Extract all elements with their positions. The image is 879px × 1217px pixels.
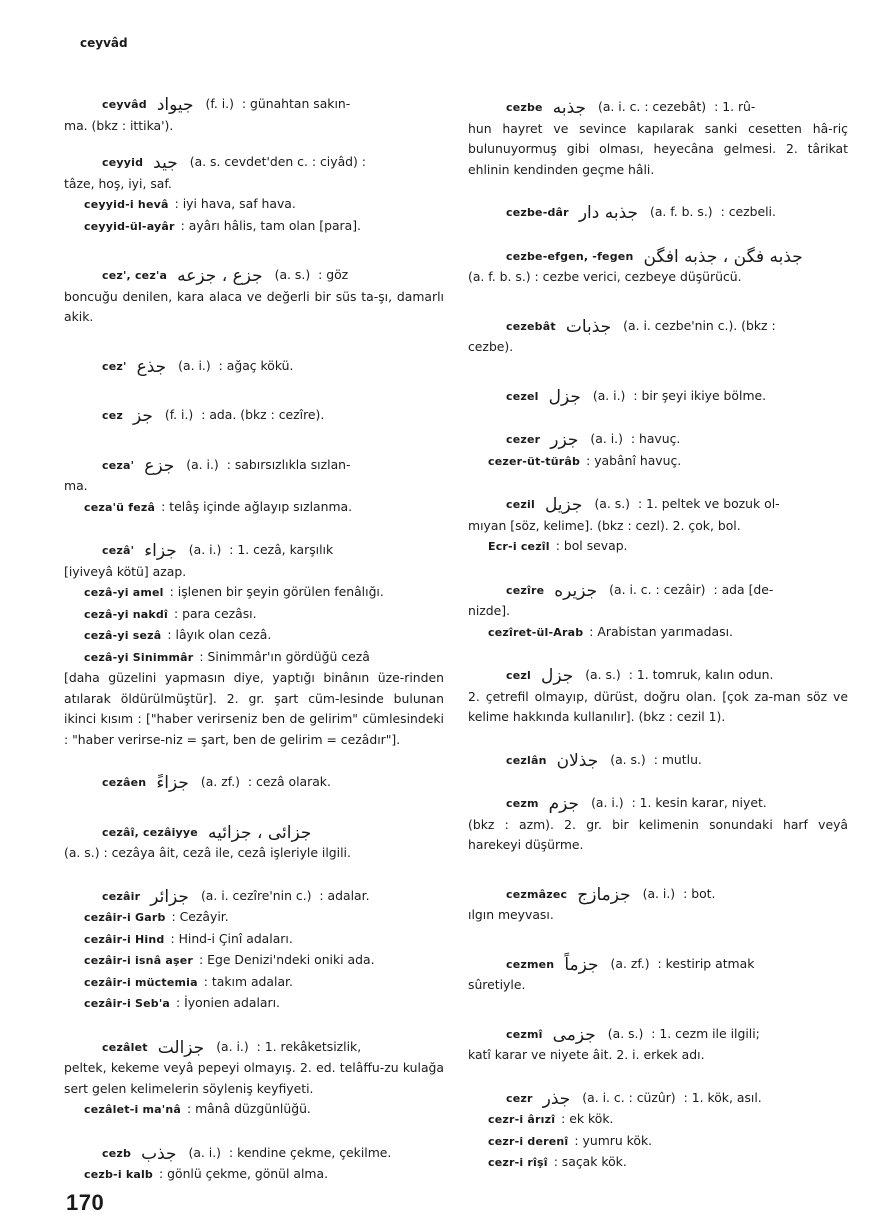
sub-entry	[64, 582, 444, 604]
entry-lemma: cezer-üt-türâb	[488, 454, 581, 468]
entry-definition: : yabânî havuç.	[586, 452, 682, 468]
entry-grammar: (a. s. cevdet'den c. : ciyâd) :	[189, 154, 366, 169]
dictionary-entry	[468, 884, 848, 926]
entry-definition: : Cezâyir.	[171, 909, 229, 924]
entry-grammar: (a. i. cezîre'nin c.)	[200, 887, 312, 903]
entry-definition: : 1. peltek ve bozuk ol-	[637, 496, 780, 511]
entry-definition: : takım adalar.	[203, 973, 293, 989]
dictionary-entry	[468, 1024, 848, 1066]
entry-lemma: cez'	[102, 359, 127, 373]
entry-head-line	[64, 604, 444, 626]
entry-head-line	[468, 1024, 848, 1046]
entry-definition: : 1. kök, asıl.	[683, 1089, 762, 1105]
entry-definition: : bot.	[683, 885, 716, 901]
dictionary-entry	[64, 540, 444, 582]
dictionary-entry	[468, 665, 848, 728]
entry-head-line	[468, 246, 848, 268]
entry-arabic-script: جيد	[153, 153, 178, 173]
entry-grammar: (a. zf.)	[610, 955, 650, 971]
entry-head-line	[64, 1143, 444, 1165]
dictionary-entry	[64, 1143, 444, 1165]
entry-arabic-script: جزائر	[150, 886, 189, 907]
entry-continuation: cezbe).	[468, 339, 514, 354]
entry-head-line	[64, 152, 444, 174]
entry-lemma: cezbe	[506, 101, 543, 114]
sub-entry	[64, 993, 444, 1015]
entry-head-line	[64, 1164, 444, 1186]
entry-lemma: cezer	[506, 433, 541, 446]
dictionary-entry	[468, 246, 848, 288]
sub-entry	[468, 622, 848, 644]
dictionary-entry	[468, 97, 848, 180]
entry-definition: : bir şeyi ikiye bölme.	[633, 387, 767, 403]
entry-grammar: (a. i. cezbe'nin c.). (bkz :	[623, 317, 776, 333]
dictionary-entry	[64, 405, 444, 427]
entry-lemma: cezebât	[506, 319, 556, 333]
entry-grammar: (f. i.)	[205, 96, 234, 111]
entry-definition: : 1. cezm ile ilgili;	[651, 1025, 760, 1041]
entry-grammar: (a. i.)	[592, 387, 626, 403]
entry-lemma: cezâir	[102, 889, 141, 903]
entry-head-line	[468, 954, 848, 976]
entry-grammar: (a. i.)	[188, 1144, 222, 1160]
entry-head-line	[468, 884, 848, 906]
dictionary-entry	[64, 1037, 444, 1100]
entry-lemma: cez	[102, 409, 123, 422]
entry-lemma: cezel	[506, 389, 539, 403]
entry-head-line	[468, 1152, 848, 1174]
entry-arabic-script: جز	[132, 406, 153, 426]
entry-definition: : lâyık olan cezâ.	[167, 627, 272, 642]
entry-continuation: ma. (bkz : ittika').	[64, 117, 174, 133]
dictionary-entry	[468, 386, 848, 408]
entry-definition: : adalar.	[319, 887, 370, 903]
sub-entry	[64, 216, 444, 238]
entry-definition: : ağaç kökü.	[218, 357, 294, 373]
entry-definition: : Arabistan yarımadası.	[589, 623, 733, 639]
entry-grammar: (a. f. b. s.)	[650, 204, 713, 219]
entry-lemma: cezil	[506, 498, 535, 511]
entry-grammar: (a. i. c. : cüzûr)	[582, 1089, 676, 1105]
entry-head-line	[468, 536, 848, 558]
entry-head-line	[64, 1037, 444, 1059]
entry-continuation: tâze, hoş, iyi, saf.	[64, 175, 172, 191]
sub-entry	[64, 604, 444, 626]
entry-head-line	[64, 540, 444, 562]
entry-arabic-script: جذلان	[556, 750, 599, 771]
entry-arabic-script: جزم	[548, 794, 580, 814]
entry-head-line	[468, 386, 848, 408]
entry-arabic-script: جزع ، جزعه	[177, 266, 263, 286]
entry-lemma: ceyyid-ül-ayâr	[84, 219, 175, 233]
entry-grammar: (a. s.)	[610, 751, 646, 767]
entry-arabic-script: جزماً	[564, 954, 599, 975]
dictionary-entry	[468, 202, 848, 224]
entry-lemma: cezâ-yi sezâ	[84, 629, 162, 642]
entry-head-line	[468, 97, 848, 119]
entry-lemma: cezb	[102, 1146, 132, 1160]
entry-continuation: katî karar ve niyete âit. 2. i. erkek adı.	[468, 1047, 705, 1062]
entry-continuation: nizde].	[468, 603, 511, 618]
dictionary-entry	[64, 94, 444, 136]
entry-arabic-script: جزمى	[552, 1024, 596, 1045]
entry-definition: : para cezâsı.	[173, 605, 257, 621]
entry-arabic-script: جزائى ، جزائيه	[207, 822, 312, 843]
entry-continuation: (bkz : azm). 2. gr. bir kelimenin sonundaki harf veyâ harekeyi düşürme.	[468, 816, 848, 852]
entry-head-line	[468, 793, 848, 815]
entry-head-line	[468, 316, 848, 338]
entry-lemma: cezîret-ül-Arab	[488, 625, 584, 639]
entry-head-line	[64, 1099, 444, 1121]
entry-definition: : göz	[318, 267, 349, 282]
dictionary-entry	[64, 356, 444, 378]
sub-entry	[64, 647, 444, 751]
sub-entry	[64, 1164, 444, 1186]
sub-entry	[468, 1131, 848, 1153]
entry-head-line	[468, 1088, 848, 1110]
entry-lemma: cezâir-i müctemia	[84, 975, 198, 989]
entry-lemma: cezm	[506, 797, 539, 810]
entry-grammar: (a. s.)	[585, 667, 621, 682]
entry-continuation: boncuğu denilen, kara alaca ve değerli bir süs ta-şı, damarlı akik.	[64, 288, 444, 324]
sub-entry	[64, 194, 444, 216]
entry-grammar: (a. i.)	[591, 795, 624, 810]
entry-lemma: cezbe-dâr	[506, 206, 569, 219]
entry-lemma: cez', cez'a	[102, 269, 168, 282]
entry-grammar: (a. i.)	[188, 542, 222, 557]
entry-head-line	[64, 194, 444, 216]
dictionary-entry	[64, 772, 444, 794]
entry-head-line	[64, 822, 444, 844]
entry-lemma: cezb-i kalb	[84, 1168, 154, 1181]
entry-grammar: (a. zf.)	[200, 774, 240, 789]
entry-continuation: mıyan [söz, kelime]. (bkz : cezl). 2. çok, bol.	[468, 517, 741, 533]
entry-head-line	[468, 494, 848, 516]
sub-entry	[468, 1152, 848, 1174]
entry-head-line	[468, 622, 848, 644]
entry-arabic-script: جذبات	[565, 316, 612, 337]
entry-definition: : ek kök.	[561, 1111, 614, 1126]
entry-lemma: cezâlet	[102, 1040, 148, 1054]
entry-grammar: (a. i.)	[186, 456, 219, 472]
entry-definition: : iyi hava, saf hava.	[174, 196, 296, 211]
dictionary-entry	[64, 152, 444, 194]
entry-lemma: ceyyid-i hevâ	[84, 198, 169, 211]
entry-definition: : ada [de-	[713, 581, 774, 597]
entry-definition: : günahtan sakın-	[241, 96, 351, 111]
entry-lemma: cezîre	[506, 583, 545, 597]
dictionary-entry	[468, 580, 848, 622]
sub-entry	[64, 929, 444, 951]
entry-arabic-script: جزاءً	[156, 773, 189, 793]
entry-lemma: cezâ-yi nakdî	[84, 607, 168, 621]
page-number: 170	[66, 1190, 105, 1215]
sub-entry	[64, 497, 444, 519]
entry-continuation: sûretiyle.	[468, 977, 526, 992]
left-column	[64, 94, 444, 1186]
entry-definition: : işlenen bir şeyin görülen fenâlığı.	[169, 584, 384, 599]
entry-grammar: (a. s.)	[607, 1025, 644, 1041]
entry-arabic-script: جذبه	[552, 98, 586, 118]
entry-head-line	[64, 886, 444, 908]
entry-definition: : bol sevap.	[555, 538, 628, 553]
entry-lemma: cezbe-efgen, -fegen	[506, 249, 634, 263]
entry-definition: : Sinimmâr'ın gördüğü cezâ	[199, 648, 370, 664]
entry-head-line	[64, 582, 444, 604]
entry-lemma: cezâ-yi amel	[84, 586, 164, 599]
entry-lemma: cezr-i derenî	[488, 1134, 569, 1148]
entry-definition: : kendine çekme, çekilme.	[228, 1144, 392, 1160]
entry-continuation: peltek, kekeme veyâ pepeyi olmayış. 2. ed. telâffu-zu kulağa sert gelen kelimelerin söyleniş keyfiyeti.	[64, 1060, 444, 1096]
entry-head-line	[468, 665, 848, 687]
entry-lemma: cezâlet-i ma'nâ	[84, 1103, 181, 1116]
entry-lemma: cezâ'	[102, 544, 135, 557]
entry-definition: : cezbeli.	[720, 204, 776, 219]
entry-continuation: [iyiveyâ kötü] azap.	[64, 563, 187, 579]
entry-definition: : Ege Denizi'ndeki oniki ada.	[199, 952, 375, 967]
entry-arabic-script: جزل	[548, 386, 581, 407]
entry-lemma: cezr	[506, 1091, 533, 1105]
entry-head-line	[468, 580, 848, 602]
entry-lemma: ceyvâd	[102, 98, 147, 111]
dictionary-entry	[468, 494, 848, 536]
entry-definition: : ada. (bkz : cezîre).	[201, 407, 325, 422]
entry-definition: : 1. kesin karar, niyet.	[631, 795, 767, 810]
entry-definition: : yumru kök.	[574, 1132, 653, 1148]
sub-entry	[64, 972, 444, 994]
entry-head-line	[468, 1109, 848, 1131]
entry-head-line	[468, 451, 848, 473]
entry-definition: : havuç.	[630, 431, 681, 446]
entry-arabic-script: جذبه دار	[578, 203, 638, 223]
entry-head-line	[64, 216, 444, 238]
entry-lemma: Ecr-i cezîl	[488, 540, 550, 553]
entry-arabic-script: جزالت	[157, 1037, 205, 1058]
entry-grammar: (f. i.)	[164, 407, 194, 422]
entry-arabic-script: جذبه فگن ، جذبه افگن	[643, 246, 803, 267]
entry-head-line	[468, 202, 848, 224]
entry-continuation: (a. s.) : cezâya âit, cezâ ile, cezâ işleriyle ilgili.	[64, 845, 351, 860]
entry-lemma: cezâir-i isnâ aşer	[84, 954, 194, 967]
entry-lemma: cezâ-yi Sinimmâr	[84, 650, 194, 664]
sub-entry	[468, 1109, 848, 1131]
entry-head-line	[468, 429, 848, 451]
entry-definition: : kestirip atmak	[657, 955, 755, 971]
entry-lemma: cezmen	[506, 957, 555, 971]
dictionary-entry	[64, 455, 444, 497]
right-column	[468, 97, 848, 1174]
dictionary-entry	[64, 822, 444, 864]
entry-continuation: (a. f. b. s.) : cezbe verici, cezbeye düşürücü.	[468, 269, 742, 284]
entry-continuation: hun hayret ve sevince kapılarak sanki cesetten hâ-riç bulunuyormuş gibi olması, heyecâna gelmesi. 2. târikat ehlinin kendinden geçme hâli.	[468, 120, 848, 177]
entry-definition: : cezâ olarak.	[247, 774, 331, 789]
dictionary-entry	[64, 265, 444, 328]
entry-arabic-script: جزر	[550, 430, 579, 450]
entry-grammar: (a. s.)	[274, 267, 311, 282]
entry-arabic-script: جزيل	[544, 495, 583, 515]
entry-arabic-script: جزمازج	[577, 884, 631, 905]
entry-head-line	[468, 1131, 848, 1153]
entry-grammar: (a. i.)	[642, 885, 676, 901]
entry-definition: : gönlü çekme, gönül alma.	[159, 1166, 329, 1181]
entry-head-line	[64, 907, 444, 929]
entry-head-line	[64, 455, 444, 477]
entry-grammar: (a. i.)	[216, 1038, 249, 1054]
entry-head-line	[64, 405, 444, 427]
dictionary-entry	[468, 316, 848, 358]
entry-continuation: [daha güzelini yapmasın diye, yaptığı binânın üze-rinden atılarak öldürülmüştür]. 2. gr. şart cüm-lesinde bulunan ikinci kısım : ["haber verirseniz ben de gelirim" cümlesindeki : "haber verirse-niz = şart, ben de gelirim = cezâdır"].	[64, 670, 444, 747]
sub-entry	[64, 950, 444, 972]
entry-definition: : 1. cezâ, karşılık	[229, 542, 334, 557]
entry-head-line	[64, 929, 444, 951]
entry-arabic-script: جزاء	[144, 541, 177, 561]
dictionary-entry	[468, 793, 848, 856]
entry-grammar: (a. i. c. : cezâir)	[609, 581, 706, 597]
sub-entry	[64, 625, 444, 647]
entry-continuation: ılgın meyvası.	[468, 907, 554, 922]
running-head: ceyvâd	[80, 36, 128, 50]
sub-entry	[64, 1099, 444, 1121]
entry-lemma: cezâir-i Hind	[84, 932, 165, 946]
entry-arabic-script: جذع	[136, 356, 167, 377]
entry-arabic-script: جذر	[542, 1088, 571, 1109]
dictionary-entry	[64, 886, 444, 908]
entry-definition: : sabırsızlıkla sızlan-	[226, 456, 351, 472]
entry-continuation: ma.	[64, 478, 88, 493]
entry-lemma: ceza'	[102, 458, 135, 472]
entry-head-line	[64, 647, 444, 669]
entry-arabic-script: جذب	[141, 1143, 177, 1164]
entry-head-line	[468, 750, 848, 772]
entry-arabic-script: جزيره	[554, 580, 598, 601]
entry-head-line	[64, 356, 444, 378]
sub-entry	[64, 907, 444, 929]
entry-head-line	[64, 497, 444, 519]
sub-entry	[468, 536, 848, 558]
entry-lemma: cezr-i rîşî	[488, 1156, 548, 1169]
entry-arabic-script: جزع	[144, 455, 175, 476]
entry-definition: : 1. rekâketsizlik,	[256, 1038, 362, 1054]
entry-lemma: cezl	[506, 669, 531, 682]
entry-arabic-script: جزل	[540, 666, 574, 686]
entry-grammar: (a. i. c. : cezebât)	[598, 99, 707, 114]
entry-head-line	[64, 993, 444, 1015]
entry-lemma: cezâen	[102, 776, 147, 789]
sub-entry	[468, 451, 848, 473]
entry-lemma: cezmâzec	[506, 887, 568, 901]
entry-arabic-script: جيواد	[156, 95, 194, 115]
dictionary-entry	[468, 954, 848, 996]
entry-definition: : saçak kök.	[553, 1154, 627, 1169]
entry-lemma: ceyyid	[102, 156, 144, 169]
entry-lemma: cezâir-i Garb	[84, 911, 166, 924]
entry-head-line	[64, 625, 444, 647]
entry-head-line	[64, 265, 444, 287]
entry-head-line	[64, 950, 444, 972]
entry-definition: : mutlu.	[653, 751, 702, 767]
dictionary-entry	[468, 750, 848, 772]
entry-definition: : Hind-i Çinî adaları.	[170, 930, 293, 946]
entry-lemma: cezr-i ârızî	[488, 1113, 556, 1126]
entry-grammar: (a. i.)	[590, 431, 623, 446]
dictionary-entry	[468, 429, 848, 451]
entry-definition: : ayârı hâlis, tam olan [para].	[180, 217, 361, 233]
entry-head-line	[64, 94, 444, 116]
entry-definition: : 1. tomruk, kalın odun.	[628, 667, 774, 682]
entry-lemma: ceza'ü fezâ	[84, 500, 156, 514]
entry-grammar: (a. i.)	[178, 357, 211, 373]
entry-lemma: cezlân	[506, 753, 547, 767]
entry-lemma: cezmî	[506, 1027, 543, 1041]
entry-lemma: cezâî, cezâiyye	[102, 825, 198, 839]
entry-lemma: cezâir-i Seb'a	[84, 997, 171, 1010]
entry-definition: : mânâ düzgünlüğü.	[186, 1101, 311, 1116]
entry-definition: : telâş içinde ağlayıp sızlanma.	[161, 498, 353, 514]
entry-continuation: 2. çetrefil olmayıp, dürüst, doğru olan. [çok za-man söz ve kelime hakkında kullanılır]. (bkz : cezil 1).	[468, 688, 848, 724]
dictionary-entry	[468, 1088, 848, 1110]
entry-definition: : 1. rû-	[714, 99, 756, 114]
entry-grammar: (a. s.)	[594, 496, 630, 511]
entry-head-line	[64, 772, 444, 794]
entry-definition: : İyonien adaları.	[176, 995, 280, 1010]
entry-head-line	[64, 972, 444, 994]
